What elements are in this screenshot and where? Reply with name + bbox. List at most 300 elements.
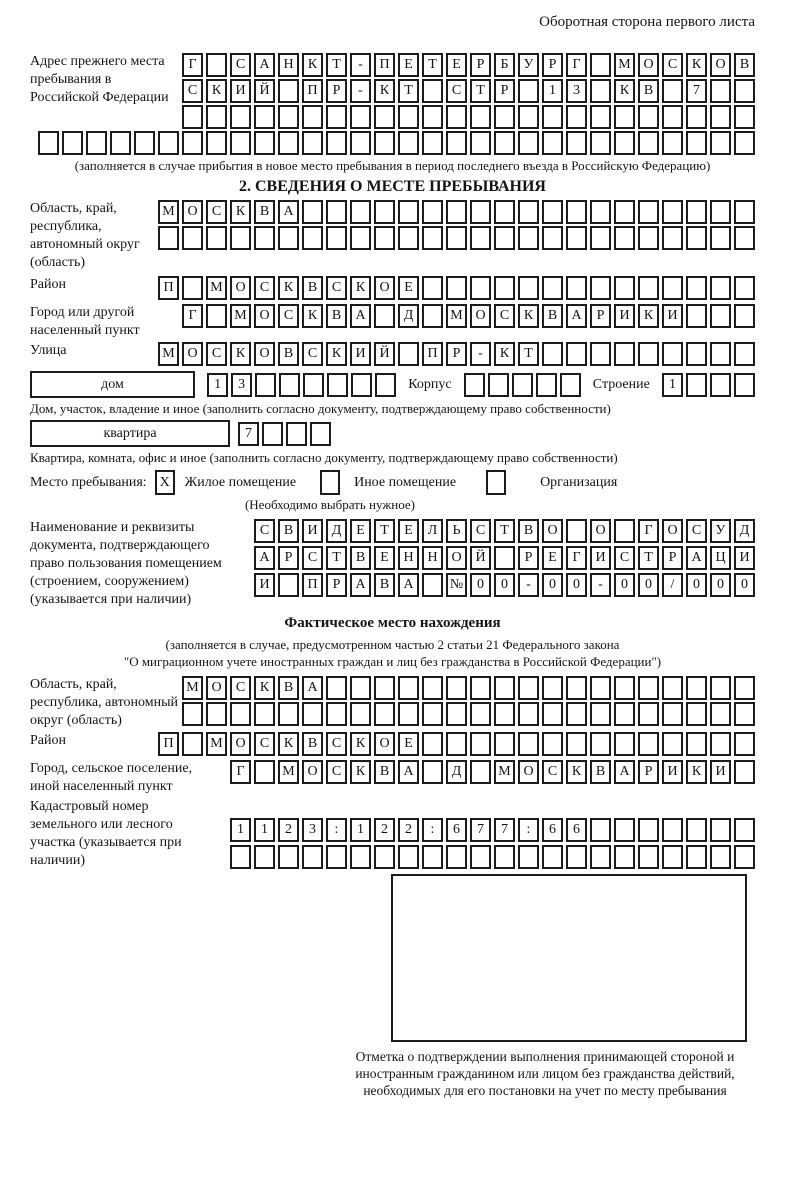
region-group bbox=[30, 200, 755, 272]
char-cell bbox=[422, 276, 443, 300]
char-cell: Е bbox=[374, 546, 395, 570]
char-cell bbox=[638, 131, 659, 155]
char-cell bbox=[542, 845, 563, 869]
char-cell bbox=[560, 373, 581, 397]
char-cell: Т bbox=[422, 53, 443, 77]
char-cell bbox=[710, 276, 731, 300]
document-row-3 bbox=[254, 573, 755, 597]
char-cell bbox=[566, 226, 587, 250]
char-cell bbox=[278, 702, 299, 726]
char-cell bbox=[566, 276, 587, 300]
char-cell bbox=[374, 845, 395, 869]
char-cell: Т bbox=[326, 546, 347, 570]
char-cell: С bbox=[686, 519, 707, 543]
char-cell: Т bbox=[638, 546, 659, 570]
char-cell: Д bbox=[326, 519, 347, 543]
actual-location-note-1: (заполняется в случае, предусмотренном частью 2 статьи 21 Федерального закона bbox=[165, 637, 620, 652]
char-cell: С bbox=[230, 676, 251, 700]
char-cell bbox=[470, 676, 491, 700]
char-cell bbox=[710, 732, 731, 756]
char-cell: О bbox=[182, 200, 203, 224]
char-cell bbox=[158, 131, 179, 155]
char-cell bbox=[518, 276, 539, 300]
prev-address-rows bbox=[182, 53, 755, 129]
char-cell bbox=[422, 304, 443, 328]
char-cell bbox=[422, 79, 443, 103]
char-cell: С bbox=[326, 732, 347, 756]
document-label: Наименование и реквизиты документа, подтверждающего право пользования помещением (строением, сооружением) (указывается при наличии) bbox=[30, 520, 222, 607]
char-cell: К bbox=[326, 342, 347, 366]
street-label: Улица bbox=[30, 343, 67, 358]
char-cell bbox=[638, 732, 659, 756]
char-cell bbox=[614, 845, 635, 869]
char-cell: Л bbox=[422, 519, 443, 543]
stamp-box bbox=[391, 874, 747, 1042]
char-cell bbox=[638, 226, 659, 250]
char-cell bbox=[686, 226, 707, 250]
char-cell bbox=[734, 373, 755, 397]
char-cell bbox=[326, 105, 347, 129]
char-cell bbox=[686, 200, 707, 224]
char-cell bbox=[686, 373, 707, 397]
stroenie-cells bbox=[662, 373, 755, 397]
char-cell bbox=[206, 105, 227, 129]
char-cell bbox=[734, 200, 755, 224]
char-cell bbox=[494, 845, 515, 869]
char-cell: Г bbox=[638, 519, 659, 543]
char-cell: - bbox=[470, 342, 491, 366]
char-cell: 1 bbox=[254, 818, 275, 842]
char-cell bbox=[662, 676, 683, 700]
char-cell: И bbox=[662, 760, 683, 784]
char-cell: К bbox=[494, 342, 515, 366]
char-cell bbox=[422, 676, 443, 700]
char-cell bbox=[230, 845, 251, 869]
actual-region-row-2 bbox=[182, 702, 755, 726]
char-cell bbox=[350, 676, 371, 700]
char-cell bbox=[398, 676, 419, 700]
char-cell: Е bbox=[398, 53, 419, 77]
char-cell: С bbox=[446, 79, 467, 103]
char-cell bbox=[206, 53, 227, 77]
char-cell bbox=[566, 131, 587, 155]
city-label: Город или другой населенный пункт bbox=[30, 305, 140, 338]
cadastral-label: Кадастровый номер земельного или лесного участка (указывается при наличии) bbox=[30, 799, 182, 868]
char-cell bbox=[326, 676, 347, 700]
char-cell: К bbox=[518, 304, 539, 328]
char-cell bbox=[254, 226, 275, 250]
char-cell bbox=[278, 845, 299, 869]
char-cell bbox=[638, 342, 659, 366]
char-cell: Н bbox=[398, 546, 419, 570]
char-cell: Г bbox=[566, 53, 587, 77]
char-cell: Е bbox=[350, 519, 371, 543]
char-cell: Р bbox=[494, 79, 515, 103]
char-cell bbox=[446, 226, 467, 250]
char-cell: 7 bbox=[238, 422, 259, 446]
char-cell bbox=[614, 702, 635, 726]
char-cell: 1 bbox=[230, 818, 251, 842]
char-cell bbox=[470, 105, 491, 129]
char-cell: М bbox=[278, 760, 299, 784]
char-cell bbox=[734, 304, 755, 328]
document-rows bbox=[254, 519, 755, 597]
char-cell bbox=[662, 818, 683, 842]
char-cell bbox=[206, 304, 227, 328]
char-cell: К bbox=[230, 342, 251, 366]
char-cell bbox=[614, 131, 635, 155]
char-cell bbox=[710, 131, 731, 155]
char-cell bbox=[614, 519, 635, 543]
char-cell bbox=[374, 702, 395, 726]
char-cell bbox=[86, 131, 107, 155]
char-cell: В bbox=[734, 53, 755, 77]
char-cell bbox=[350, 131, 371, 155]
char-cell bbox=[614, 342, 635, 366]
char-cell: Г bbox=[182, 304, 203, 328]
char-cell bbox=[446, 131, 467, 155]
char-cell: И bbox=[662, 304, 683, 328]
char-cell: Е bbox=[398, 519, 419, 543]
char-cell bbox=[230, 226, 251, 250]
char-cell: Ц bbox=[710, 546, 731, 570]
char-cell: С bbox=[206, 342, 227, 366]
char-cell bbox=[398, 845, 419, 869]
char-cell bbox=[734, 676, 755, 700]
char-cell bbox=[566, 200, 587, 224]
char-cell: 0 bbox=[566, 573, 587, 597]
char-cell bbox=[278, 79, 299, 103]
cadastral-row-2 bbox=[230, 845, 755, 869]
char-cell: Р bbox=[278, 546, 299, 570]
char-cell bbox=[494, 200, 515, 224]
char-cell: Д bbox=[446, 760, 467, 784]
char-cell: № bbox=[446, 573, 467, 597]
char-cell bbox=[518, 676, 539, 700]
char-cell: И bbox=[614, 304, 635, 328]
char-cell: К bbox=[686, 760, 707, 784]
house-box: дом bbox=[30, 371, 195, 398]
char-cell: С bbox=[254, 732, 275, 756]
apartment-row bbox=[30, 420, 755, 447]
char-cell bbox=[590, 105, 611, 129]
char-cell bbox=[374, 131, 395, 155]
char-cell bbox=[262, 422, 283, 446]
char-cell bbox=[302, 226, 323, 250]
house-note: Дом, участок, владение и иное (заполнить согласно документу, подтверждающему право собственности) bbox=[30, 401, 611, 416]
char-cell: - bbox=[590, 573, 611, 597]
char-cell: Р bbox=[542, 53, 563, 77]
char-cell: В bbox=[278, 342, 299, 366]
char-cell: М bbox=[182, 676, 203, 700]
char-cell: 1 bbox=[662, 373, 683, 397]
char-cell: К bbox=[686, 53, 707, 77]
char-cell bbox=[470, 732, 491, 756]
char-cell bbox=[398, 226, 419, 250]
char-cell bbox=[710, 105, 731, 129]
char-cell bbox=[302, 200, 323, 224]
char-cell bbox=[422, 226, 443, 250]
char-cell bbox=[638, 200, 659, 224]
char-cell: Г bbox=[230, 760, 251, 784]
char-cell: - bbox=[350, 79, 371, 103]
apartment-note: Квартира, комната, офис и иное (заполнить согласно документу, подтверждающему право собственности) bbox=[30, 450, 618, 465]
street-rows bbox=[158, 342, 755, 366]
char-cell bbox=[686, 131, 707, 155]
char-cell: П bbox=[158, 732, 179, 756]
char-cell bbox=[470, 760, 491, 784]
char-cell: А bbox=[278, 200, 299, 224]
char-cell bbox=[686, 342, 707, 366]
char-cell bbox=[518, 105, 539, 129]
char-cell: И bbox=[254, 573, 275, 597]
char-cell bbox=[686, 276, 707, 300]
char-cell: О bbox=[710, 53, 731, 77]
char-cell bbox=[710, 845, 731, 869]
district-group bbox=[30, 276, 755, 300]
char-cell: И bbox=[734, 546, 755, 570]
char-cell: А bbox=[398, 573, 419, 597]
char-cell bbox=[590, 276, 611, 300]
char-cell bbox=[230, 702, 251, 726]
char-cell: И bbox=[302, 519, 323, 543]
char-cell bbox=[398, 702, 419, 726]
char-cell: Д bbox=[398, 304, 419, 328]
char-cell bbox=[134, 131, 155, 155]
city-row bbox=[182, 304, 755, 328]
char-cell bbox=[446, 702, 467, 726]
char-cell bbox=[279, 373, 300, 397]
char-cell bbox=[351, 373, 372, 397]
char-cell: Й bbox=[254, 79, 275, 103]
char-cell: В bbox=[518, 519, 539, 543]
char-cell bbox=[326, 200, 347, 224]
char-cell: А bbox=[566, 304, 587, 328]
char-cell bbox=[686, 702, 707, 726]
char-cell bbox=[182, 276, 203, 300]
char-cell: 6 bbox=[566, 818, 587, 842]
char-cell: 3 bbox=[302, 818, 323, 842]
char-cell: Р bbox=[662, 546, 683, 570]
char-cell bbox=[398, 342, 419, 366]
char-cell bbox=[590, 818, 611, 842]
char-cell: П bbox=[302, 79, 323, 103]
char-cell: Т bbox=[398, 79, 419, 103]
char-cell: С bbox=[302, 342, 323, 366]
char-cell: С bbox=[182, 79, 203, 103]
prev-address-row-full bbox=[30, 131, 755, 155]
char-cell: 7 bbox=[494, 818, 515, 842]
cadastral-rows bbox=[230, 818, 755, 869]
char-cell: М bbox=[494, 760, 515, 784]
char-cell: М bbox=[614, 53, 635, 77]
char-cell bbox=[710, 342, 731, 366]
char-cell: П bbox=[374, 53, 395, 77]
char-cell bbox=[494, 276, 515, 300]
char-cell: / bbox=[662, 573, 683, 597]
char-cell bbox=[614, 105, 635, 129]
char-cell: 0 bbox=[542, 573, 563, 597]
char-cell: А bbox=[254, 53, 275, 77]
char-cell bbox=[662, 732, 683, 756]
char-cell bbox=[542, 105, 563, 129]
char-cell bbox=[38, 131, 59, 155]
actual-region-group bbox=[30, 676, 755, 730]
char-cell: К bbox=[302, 53, 323, 77]
char-cell bbox=[614, 732, 635, 756]
char-cell: М bbox=[206, 732, 227, 756]
char-cell bbox=[374, 676, 395, 700]
char-cell: В bbox=[302, 732, 323, 756]
char-cell: С bbox=[230, 53, 251, 77]
char-cell bbox=[446, 845, 467, 869]
char-cell bbox=[614, 276, 635, 300]
stay-option-residential-label: Жилое помещение bbox=[184, 474, 297, 490]
char-cell: 0 bbox=[470, 573, 491, 597]
char-cell bbox=[662, 702, 683, 726]
char-cell bbox=[446, 276, 467, 300]
char-cell bbox=[710, 373, 731, 397]
char-cell: О bbox=[518, 760, 539, 784]
char-cell: В bbox=[326, 304, 347, 328]
char-cell: О bbox=[662, 519, 683, 543]
char-cell: С bbox=[302, 546, 323, 570]
document-row-2 bbox=[254, 546, 755, 570]
char-cell: К bbox=[278, 276, 299, 300]
char-cell: В bbox=[638, 79, 659, 103]
char-cell bbox=[302, 702, 323, 726]
stay-option-organization-checkbox bbox=[486, 470, 506, 495]
page-header-note: Оборотная сторона первого листа bbox=[539, 14, 755, 30]
char-cell bbox=[566, 676, 587, 700]
char-cell bbox=[710, 200, 731, 224]
actual-district-label: Район bbox=[30, 733, 66, 748]
char-cell bbox=[542, 200, 563, 224]
char-cell: О bbox=[374, 276, 395, 300]
char-cell: К bbox=[566, 760, 587, 784]
char-cell: К bbox=[278, 732, 299, 756]
char-cell bbox=[734, 818, 755, 842]
char-cell: М bbox=[230, 304, 251, 328]
char-cell bbox=[518, 226, 539, 250]
char-cell bbox=[518, 732, 539, 756]
char-cell: 2 bbox=[398, 818, 419, 842]
prev-address-label: Адрес прежнего места пребывания в Российской Федерации bbox=[30, 54, 169, 105]
char-cell: 3 bbox=[231, 373, 252, 397]
document-group bbox=[30, 519, 755, 609]
char-cell: О bbox=[542, 519, 563, 543]
char-cell bbox=[254, 760, 275, 784]
char-cell: Б bbox=[494, 53, 515, 77]
char-cell bbox=[662, 105, 683, 129]
char-cell bbox=[566, 845, 587, 869]
char-cell: Е bbox=[542, 546, 563, 570]
char-cell: С bbox=[278, 304, 299, 328]
char-cell: Н bbox=[278, 53, 299, 77]
char-cell bbox=[638, 702, 659, 726]
char-cell bbox=[302, 131, 323, 155]
char-cell bbox=[422, 105, 443, 129]
stay-type-row bbox=[30, 470, 755, 495]
char-cell: Р bbox=[590, 304, 611, 328]
char-cell: В bbox=[374, 760, 395, 784]
stay-option-organization-label: Организация bbox=[540, 474, 618, 490]
char-cell bbox=[158, 226, 179, 250]
char-cell bbox=[278, 131, 299, 155]
char-cell: 2 bbox=[278, 818, 299, 842]
char-cell: Р bbox=[470, 53, 491, 77]
char-cell bbox=[446, 200, 467, 224]
stamp-caption: Отметка о подтверждении выполнения принимающей стороной и иностранным гражданином или лицом без гражданства действий, необходимых для его постановки на учет по месту пребывания bbox=[355, 1049, 735, 1098]
char-cell bbox=[446, 732, 467, 756]
stay-type-note: (Необходимо выбрать нужное) bbox=[244, 497, 416, 512]
char-cell bbox=[542, 702, 563, 726]
city-group bbox=[30, 304, 755, 340]
char-cell bbox=[62, 131, 83, 155]
apartment-box: квартира bbox=[30, 420, 230, 447]
char-cell: С bbox=[542, 760, 563, 784]
char-cell bbox=[375, 373, 396, 397]
char-cell: : bbox=[518, 818, 539, 842]
actual-city-row bbox=[230, 760, 755, 784]
char-cell bbox=[494, 702, 515, 726]
char-cell bbox=[422, 845, 443, 869]
char-cell: М bbox=[158, 200, 179, 224]
char-cell: О bbox=[254, 304, 275, 328]
char-cell bbox=[494, 546, 515, 570]
char-cell: В bbox=[302, 276, 323, 300]
char-cell bbox=[686, 304, 707, 328]
char-cell bbox=[518, 845, 539, 869]
char-cell: - bbox=[350, 53, 371, 77]
char-cell: С bbox=[326, 276, 347, 300]
char-cell bbox=[638, 676, 659, 700]
char-cell bbox=[494, 676, 515, 700]
char-cell bbox=[326, 702, 347, 726]
char-cell bbox=[566, 342, 587, 366]
char-cell: М bbox=[206, 276, 227, 300]
char-cell bbox=[470, 131, 491, 155]
char-cell: 0 bbox=[710, 573, 731, 597]
district-label: Район bbox=[30, 277, 66, 292]
char-cell: О bbox=[374, 732, 395, 756]
char-cell: К bbox=[206, 79, 227, 103]
char-cell: Е bbox=[446, 53, 467, 77]
char-cell bbox=[638, 276, 659, 300]
char-cell bbox=[254, 845, 275, 869]
char-cell: У bbox=[710, 519, 731, 543]
char-cell bbox=[734, 131, 755, 155]
char-cell: С bbox=[206, 200, 227, 224]
char-cell: К bbox=[350, 276, 371, 300]
char-cell: Н bbox=[422, 546, 443, 570]
char-cell bbox=[662, 79, 683, 103]
char-cell bbox=[470, 200, 491, 224]
char-cell bbox=[494, 732, 515, 756]
house-cells bbox=[207, 373, 396, 397]
char-cell bbox=[542, 732, 563, 756]
char-cell bbox=[734, 342, 755, 366]
apartment-cells bbox=[238, 422, 331, 446]
char-cell bbox=[488, 373, 509, 397]
char-cell bbox=[470, 226, 491, 250]
char-cell: С bbox=[494, 304, 515, 328]
char-cell bbox=[590, 702, 611, 726]
actual-city-group bbox=[30, 760, 755, 796]
char-cell bbox=[278, 226, 299, 250]
char-cell bbox=[182, 105, 203, 129]
char-cell: О bbox=[182, 342, 203, 366]
